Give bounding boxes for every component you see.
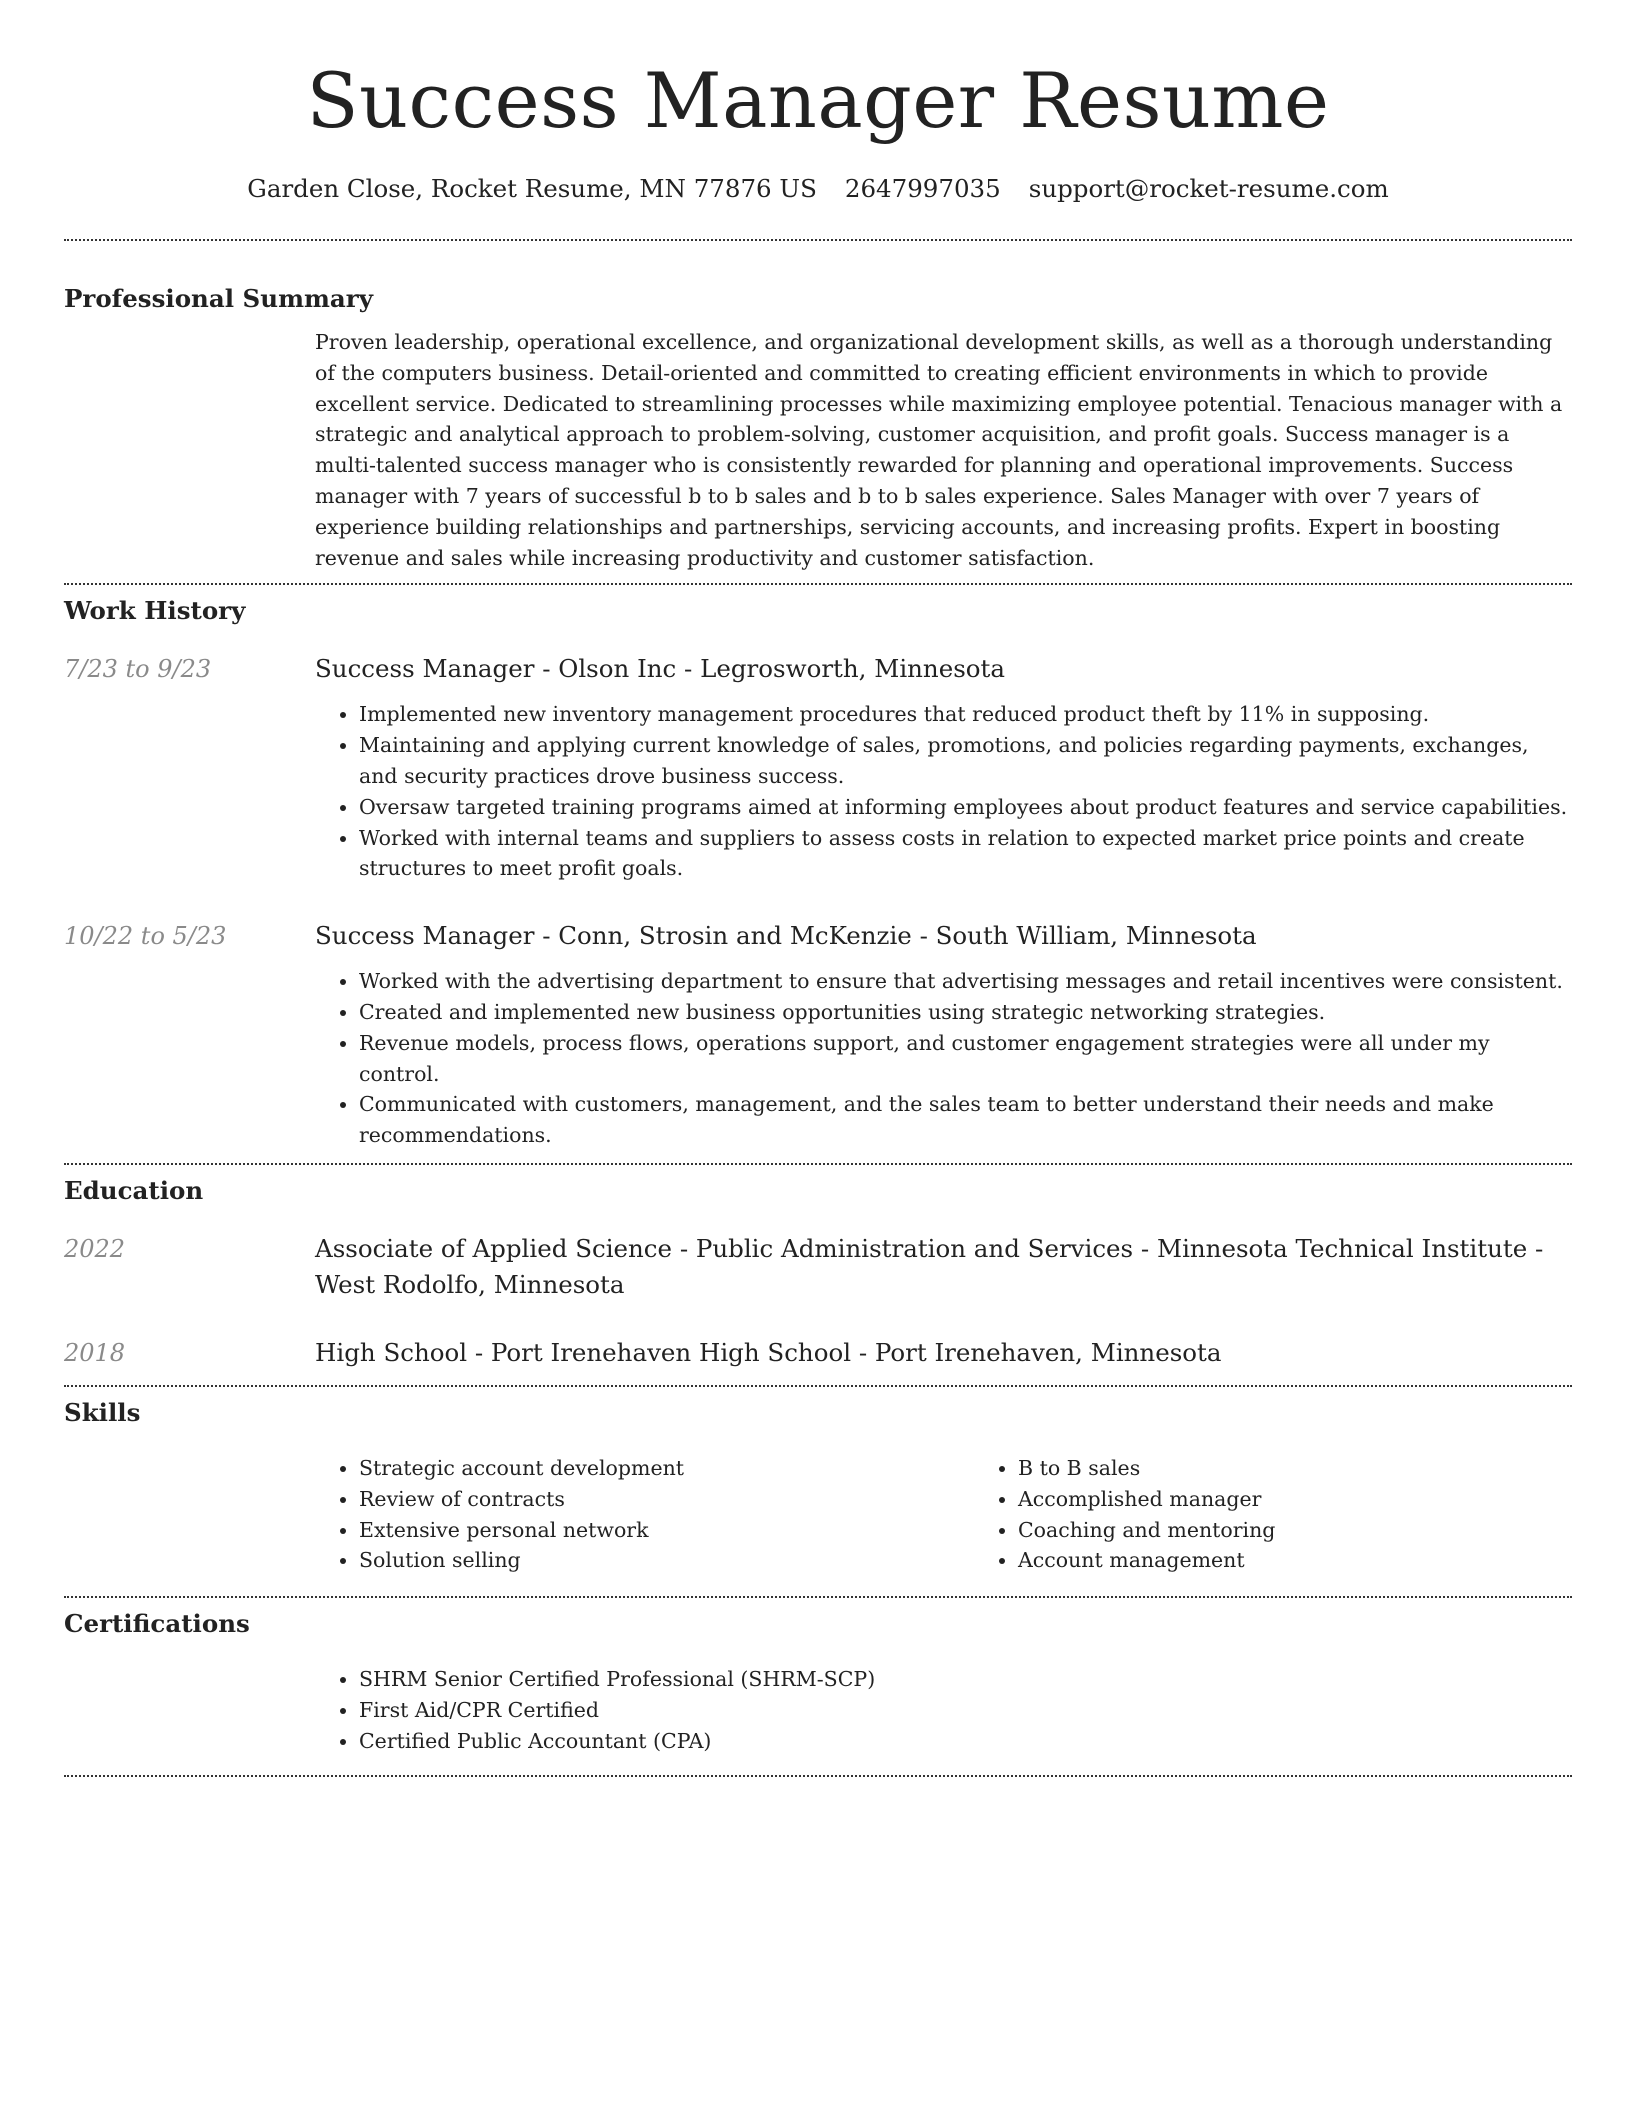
job-bullets	[315, 699, 1572, 884]
resume-title: Success Manager Resume	[306, 56, 1330, 145]
summary-heading: Professional Summary	[64, 284, 373, 313]
list-item: • Worked with internal teams and suppliers to assess costs in relation to expected market price points and create structures to meet profit goals.	[359, 823, 1572, 885]
summary-text: Proven leadership, operational excellence, and organizational development skills, as well as a thorough understanding of the computers business. Detail-oriented and committed to creating efficient environments in which to provide excellent service. Dedicated to streamlining processes while maximizing employee potential. Tenacious manager with a strategic and analytical approach to problem-solving, customer acquisition, and profit goals. Success manager is a multi-talented success manager who is consistently rewarded for planning and operational improvements. Success manager with 7 years of successful b to b sales and b to b sales experience. Sales Manager with over 7 years of experience building relationships and partnerships, servicing accounts, and increasing profits. Expert in boosting revenue and sales while increasing productivity and customer satisfaction.	[315, 330, 1563, 570]
certifications-list	[315, 1664, 1572, 1756]
education-section	[64, 1175, 1572, 1371]
education-year: 2018	[64, 1338, 126, 1367]
education-entry	[64, 1231, 1572, 1303]
education-year: 2022	[64, 1234, 126, 1263]
work-history-heading: Work History	[64, 596, 246, 626]
list-item: • Oversaw targeted training programs aimed at informing employees about product features and service capabilities.	[359, 792, 1572, 823]
list-item: • Communicated with customers, management, and the sales team to better understand their needs and make recommendations.	[359, 1089, 1572, 1151]
education-heading-text: High School - Port Irenehaven High School - Port Irenehaven, Minnesota	[315, 1337, 1222, 1367]
list-item: • Implemented new inventory management procedures that reduced product theft by 11% in supposing.	[359, 699, 1572, 730]
list-item: • B to B sales	[1018, 1453, 1632, 1484]
list-item: • Review of contracts	[359, 1484, 974, 1515]
list-item: • Solution selling	[359, 1545, 974, 1576]
list-item: • Extensive personal network	[359, 1515, 974, 1546]
contact-email[interactable]: support@rocket-resume.com	[1028, 174, 1389, 203]
list-item: • Strategic account development	[359, 1453, 974, 1484]
section-divider	[64, 583, 1572, 585]
work-history-section	[64, 595, 1572, 1151]
list-item: • Coaching and mentoring	[1018, 1515, 1632, 1546]
section-divider	[64, 1596, 1572, 1598]
resume-page	[64, 0, 1572, 1777]
section-divider	[64, 1163, 1572, 1165]
list-item: • Created and implemented new business opportunities using strategic networking strategies.	[359, 997, 1572, 1028]
contact-phone: 2647997035	[844, 174, 1001, 203]
list-item: • Revenue models, process flows, operations support, and customer engagement strategies were all under my control.	[359, 1028, 1572, 1090]
job-bullets	[315, 966, 1572, 1151]
job-entry	[64, 920, 1572, 1151]
education-heading: Education	[64, 1175, 204, 1205]
certifications-heading: Certifications	[64, 1609, 250, 1639]
job-dates: 7/23 to 9/23	[64, 655, 212, 684]
section-divider	[64, 1385, 1572, 1387]
skills-list-right	[974, 1453, 1632, 1576]
skills-list-left	[315, 1453, 974, 1576]
job-entry	[64, 653, 1572, 884]
contact-line	[64, 173, 1572, 205]
job-dates: 10/22 to 5/23	[64, 922, 227, 951]
summary-section	[64, 283, 1572, 573]
certifications-section	[64, 1608, 1572, 1756]
education-entry	[64, 1335, 1572, 1371]
list-item: • Certified Public Accountant (CPA)	[359, 1726, 1572, 1757]
list-item: • Maintaining and applying current knowledge of sales, promotions, and policies regarding payments, exchanges, and security practices drove business success.	[359, 730, 1572, 792]
list-item: • Account management	[1018, 1545, 1632, 1576]
education-heading-text: Associate of Applied Science - Public Administration and Services - Minnesota Technical Institute - West Rodolfo, Minnesota	[315, 1233, 1544, 1299]
skills-columns	[315, 1453, 1572, 1576]
list-item: • First Aid/CPR Certified	[359, 1695, 1572, 1726]
skills-heading: Skills	[64, 1397, 141, 1427]
list-item: • Worked with the advertising department to ensure that advertising messages and retail incentives were consistent.	[359, 966, 1572, 997]
list-item: • SHRM Senior Certified Professional (SHRM-SCP)	[359, 1664, 1572, 1695]
contact-address: Garden Close, Rocket Resume, MN 77876 US	[247, 174, 817, 203]
job-heading: Success Manager - Conn, Strosin and McKenzie - South William, Minnesota	[315, 921, 1257, 951]
job-heading: Success Manager - Olson Inc - Legrosworth, Minnesota	[315, 654, 1005, 684]
list-item: • Accomplished manager	[1018, 1484, 1632, 1515]
section-divider	[64, 239, 1572, 241]
skills-section	[64, 1397, 1572, 1576]
section-divider	[64, 1775, 1572, 1777]
